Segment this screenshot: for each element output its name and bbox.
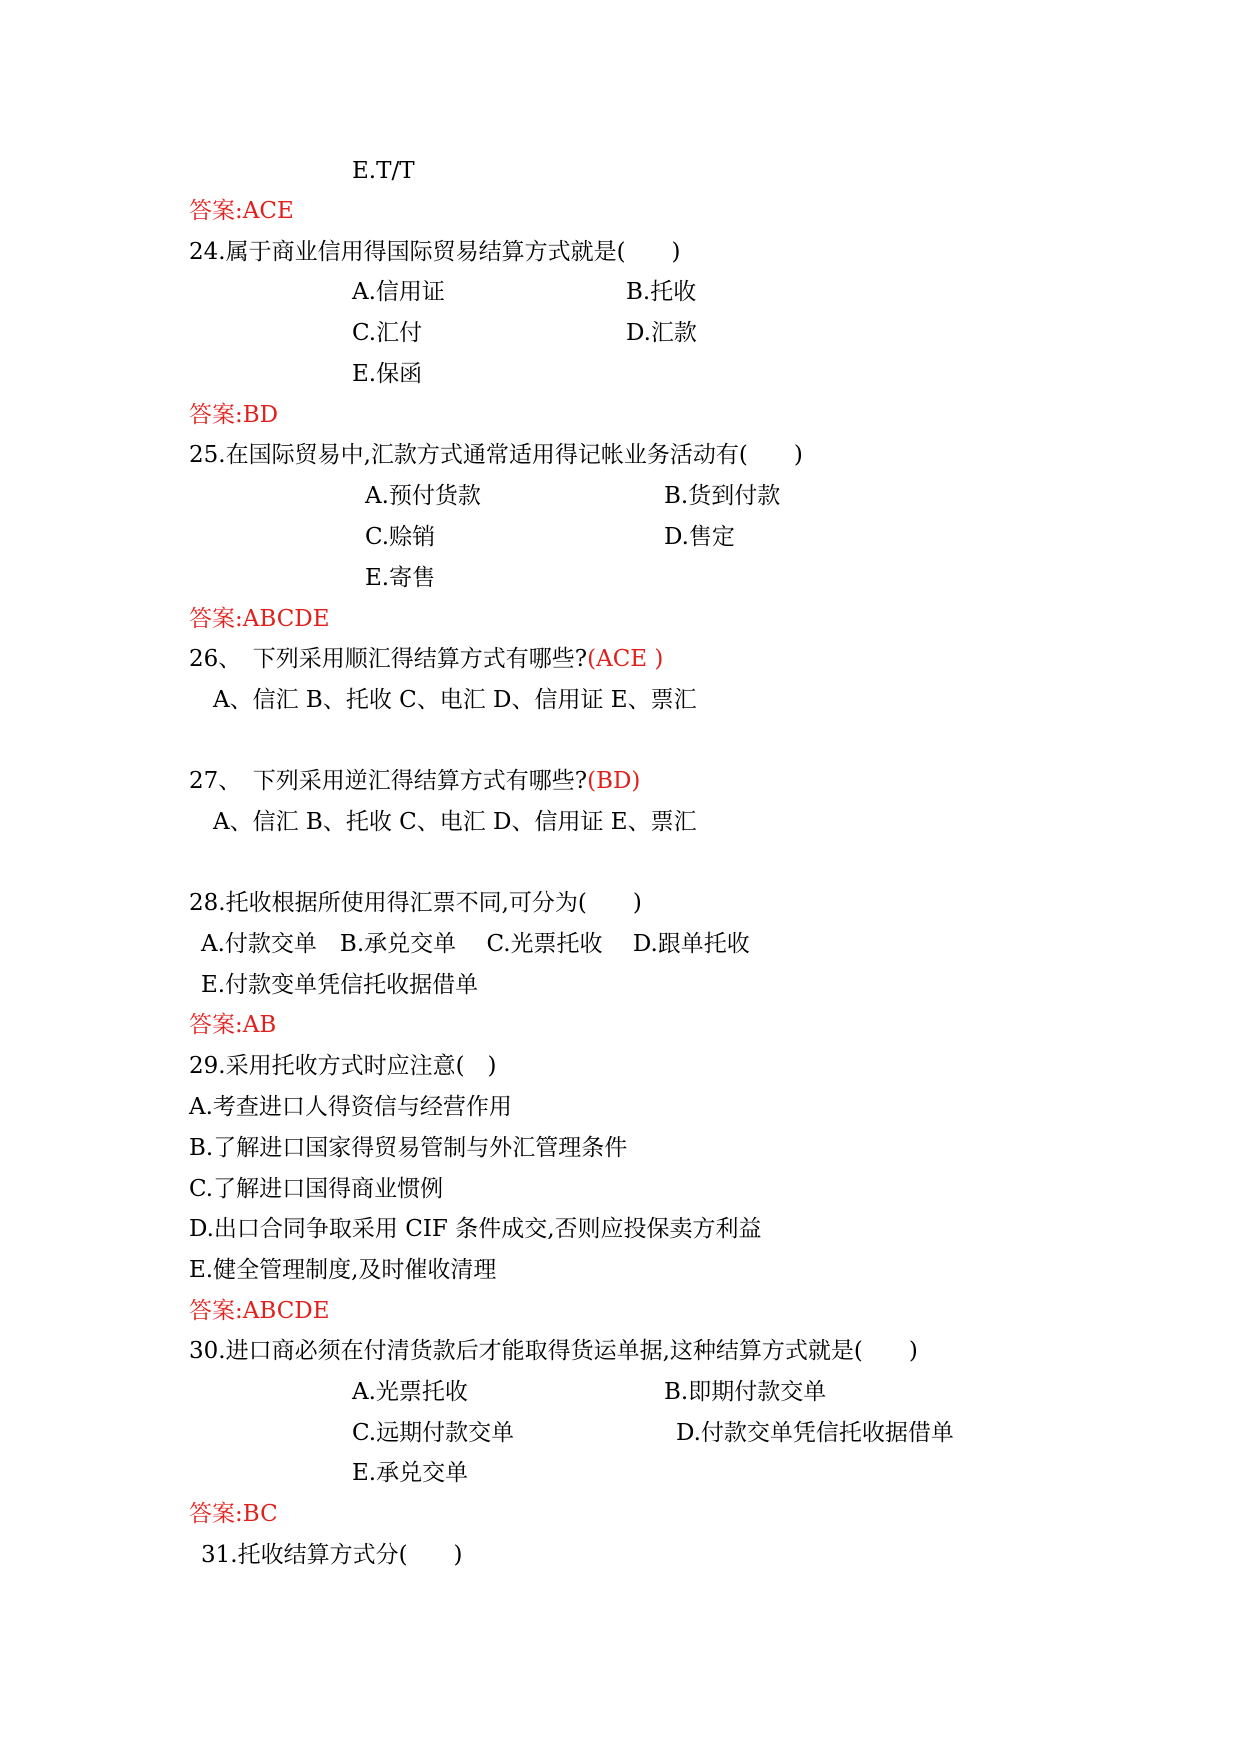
q23-option-e: E.T/T xyxy=(352,158,415,184)
q25-stem: 25.在国际贸易中,汇款方式通常适用得记帐业务活动有( ) xyxy=(189,442,803,468)
q25-option-e: E.寄售 xyxy=(365,565,436,591)
q27-options: A、信汇 B、托收 C、电汇 D、信用证 E、票汇 xyxy=(213,809,697,835)
q29-option-e: E.健全管理制度,及时催收清理 xyxy=(189,1257,497,1283)
q30-option-a: A.光票托收 xyxy=(352,1379,468,1405)
q27-inline-answer: (BD) xyxy=(587,768,641,794)
q26-options: A、信汇 B、托收 C、电汇 D、信用证 E、票汇 xyxy=(213,687,697,713)
q29-option-c: C.了解进口国得商业惯例 xyxy=(189,1176,444,1202)
q27-stem: 27、 下列采用逆汇得结算方式有哪些? xyxy=(189,768,588,794)
q24-option-b: B.托收 xyxy=(626,279,697,305)
q25-option-b: B.货到付款 xyxy=(664,483,781,509)
q28-answer: 答案:AB xyxy=(189,1012,277,1038)
q28-options-line1: A.付款交单 B.承兑交单 C.光票托收 D.跟单托收 xyxy=(201,931,750,957)
q26-stem-line xyxy=(189,648,663,671)
q28-stem: 28.托收根据所使用得汇票不同,可分为( ) xyxy=(189,890,642,916)
q25-option-d: D.售定 xyxy=(664,524,735,550)
q29-answer: 答案:ABCDE xyxy=(189,1298,330,1324)
q25-answer: 答案:ABCDE xyxy=(189,606,330,632)
q23-answer: 答案:ACE xyxy=(189,198,294,224)
q29-stem: 29.采用托收方式时应注意( ) xyxy=(189,1053,497,1079)
q30-option-e: E.承兑交单 xyxy=(352,1460,469,1486)
q29-option-d: D.出口合同争取采用 CIF 条件成交,否则应投保卖方利益 xyxy=(189,1216,762,1242)
q29-option-b: B.了解进口国家得贸易管制与外汇管理条件 xyxy=(189,1135,628,1161)
q25-option-a: A.预付货款 xyxy=(365,483,481,509)
q31-stem: 31.托收结算方式分( ) xyxy=(201,1542,463,1568)
q30-answer: 答案:BC xyxy=(189,1501,278,1527)
q30-option-d: D.付款交单凭信托收据借单 xyxy=(676,1420,954,1446)
q24-option-c: C.汇付 xyxy=(352,320,423,346)
q25-option-c: C.赊销 xyxy=(365,524,436,550)
q24-option-d: D.汇款 xyxy=(626,320,697,346)
q26-stem: 26、 下列采用顺汇得结算方式有哪些? xyxy=(189,646,588,672)
q24-answer: 答案:BD xyxy=(189,402,279,428)
q24-option-e: E.保函 xyxy=(352,361,423,387)
q30-option-c: C.远期付款交单 xyxy=(352,1420,515,1446)
q26-inline-answer: (ACE ) xyxy=(587,646,664,672)
q30-option-b: B.即期付款交单 xyxy=(664,1379,827,1405)
q24-stem: 24.属于商业信用得国际贸易结算方式就是( ) xyxy=(189,239,681,265)
q29-option-a: A.考查进口人得资信与经营作用 xyxy=(189,1094,512,1120)
q28-options-line2: E.付款变单凭信托收据借单 xyxy=(201,972,479,998)
q30-stem: 30.进口商必须在付清货款后才能取得货运单据,这种结算方式就是( ) xyxy=(189,1338,918,1364)
q24-option-a: A.信用证 xyxy=(352,279,445,305)
q27-stem-line xyxy=(189,770,640,793)
